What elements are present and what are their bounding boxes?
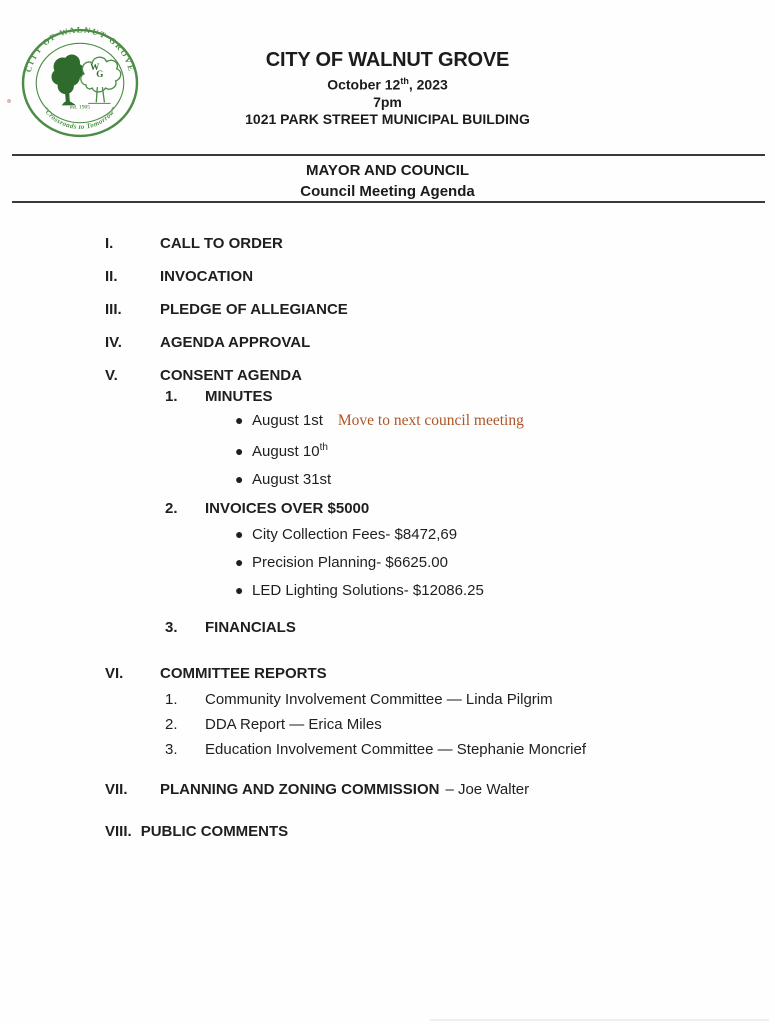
item-title: INVOCATION [160, 268, 254, 285]
bullet-date-ordinal: th [319, 442, 328, 453]
bullet-text: City Collection Fees- $8472,69 [252, 526, 458, 543]
bullet-august-1st [235, 410, 755, 431]
bullet-icon: ● [235, 582, 244, 598]
subitem-number: 1. [165, 691, 178, 708]
subitem-number: 1. [165, 388, 178, 405]
scan-speck [7, 99, 11, 103]
bullet-august-10th [235, 438, 755, 462]
bullet-date: August 1st [252, 412, 323, 429]
agenda-item-public-comments [105, 822, 755, 842]
divider-bottom [12, 201, 765, 203]
subitem-title: FINANCIALS [205, 619, 296, 636]
agenda-list [105, 234, 755, 842]
item-title: AGENDA APPROVAL [160, 334, 311, 351]
subitem-title: DDA Report — Erica Miles [205, 716, 382, 733]
subitem-number: 2. [165, 500, 178, 517]
subitem-title: Community Involvement Committee — Linda Pilgrim [205, 691, 553, 708]
seal-arc-top-text: CITY OF WALNUT GROVE [23, 26, 137, 74]
agenda-subitem-invoices [165, 499, 755, 519]
document-header [0, 47, 775, 128]
bullet-icon: ● [235, 443, 244, 459]
subitem-title: MINUTES [205, 388, 273, 405]
agenda-item-planning-zoning [105, 780, 755, 800]
bullet-text [252, 438, 328, 462]
agenda-item-committee-reports [105, 664, 755, 684]
subitem-number: 3. [165, 619, 178, 636]
agenda-item-pledge [105, 300, 755, 320]
subitem-title: INVOICES OVER $5000 [205, 500, 370, 517]
item-numeral: VI. [105, 665, 124, 682]
item-numeral: VII. [105, 781, 128, 798]
item-numeral: IV. [105, 334, 122, 351]
item-title: PLEDGE OF ALLEGIANCE [160, 301, 348, 318]
committee-report-community [165, 690, 755, 710]
committee-report-dda [165, 715, 755, 735]
item-title: PUBLIC COMMENTS [140, 823, 289, 840]
bullet-text: August 31st [252, 471, 332, 488]
item-title: COMMITTEE REPORTS [160, 665, 327, 682]
bullet-icon: ● [235, 471, 244, 487]
banner [0, 160, 775, 202]
item-title: CALL TO ORDER [160, 235, 283, 252]
agenda-subitem-financials [165, 618, 755, 638]
seal-monogram-w: W [90, 61, 100, 72]
bullet-icon: ● [235, 554, 244, 570]
seal-monogram-g: G [96, 68, 104, 79]
bullet-precision-planning [235, 552, 755, 573]
item-numeral: V. [105, 367, 118, 384]
bullet-date: August 10 [252, 443, 320, 460]
agenda-item-call-to-order [105, 234, 755, 254]
bullet-august-31st [235, 469, 755, 490]
meeting-date-day: October 12 [327, 76, 401, 93]
committee-report-education [165, 740, 755, 760]
bullet-icon: ● [235, 412, 244, 428]
item-title-group [160, 780, 529, 800]
scan-edge-streak [430, 1019, 769, 1021]
bullet-led-lighting [235, 580, 755, 601]
bullet-icon: ● [235, 526, 244, 542]
meeting-time: 7pm [373, 93, 402, 110]
item-presenter: – Joe Walter [445, 781, 530, 798]
meeting-date-year: , 2023 [408, 76, 448, 93]
annotation-note: Move to next council meeting [337, 412, 524, 429]
agenda-item-invocation [105, 267, 755, 287]
bullet-city-collection-fees [235, 524, 755, 545]
banner-doc-type: Council Meeting Agenda [300, 183, 475, 200]
agenda-item-consent-agenda [105, 366, 755, 386]
seal-est-text: est. 1905 [69, 104, 91, 111]
subitem-number: 3. [165, 741, 178, 758]
banner-body-name: MAYOR AND COUNCIL [305, 162, 470, 179]
subitem-title: Education Involvement Committee — Stephanie Moncrief [205, 741, 587, 758]
meeting-address: 1021 PARK STREET MUNICIPAL BUILDING [245, 110, 530, 127]
seal-arc-bottom-text: “Crossroads to Tomorrow” [41, 106, 119, 131]
page-title: CITY OF WALNUT GROVE [265, 49, 510, 71]
bullet-text [252, 411, 524, 431]
agenda-subitem-minutes [165, 387, 755, 407]
item-numeral: I. [105, 235, 114, 252]
item-title: PLANNING AND ZONING COMMISSION [160, 781, 440, 798]
divider-top [12, 154, 765, 156]
bullet-text: LED Lighting Solutions- $12086.25 [252, 582, 484, 599]
item-numeral: VIII. [105, 823, 132, 840]
agenda-item-agenda-approval [105, 333, 755, 353]
item-title: CONSENT AGENDA [160, 367, 302, 384]
meeting-date-ordinal: th [400, 76, 409, 86]
item-numeral: II. [105, 268, 118, 285]
bullet-text: Precision Planning- $6625.00 [252, 554, 448, 571]
meeting-date [0, 73, 775, 94]
item-numeral: III. [105, 301, 122, 318]
subitem-number: 2. [165, 716, 178, 733]
